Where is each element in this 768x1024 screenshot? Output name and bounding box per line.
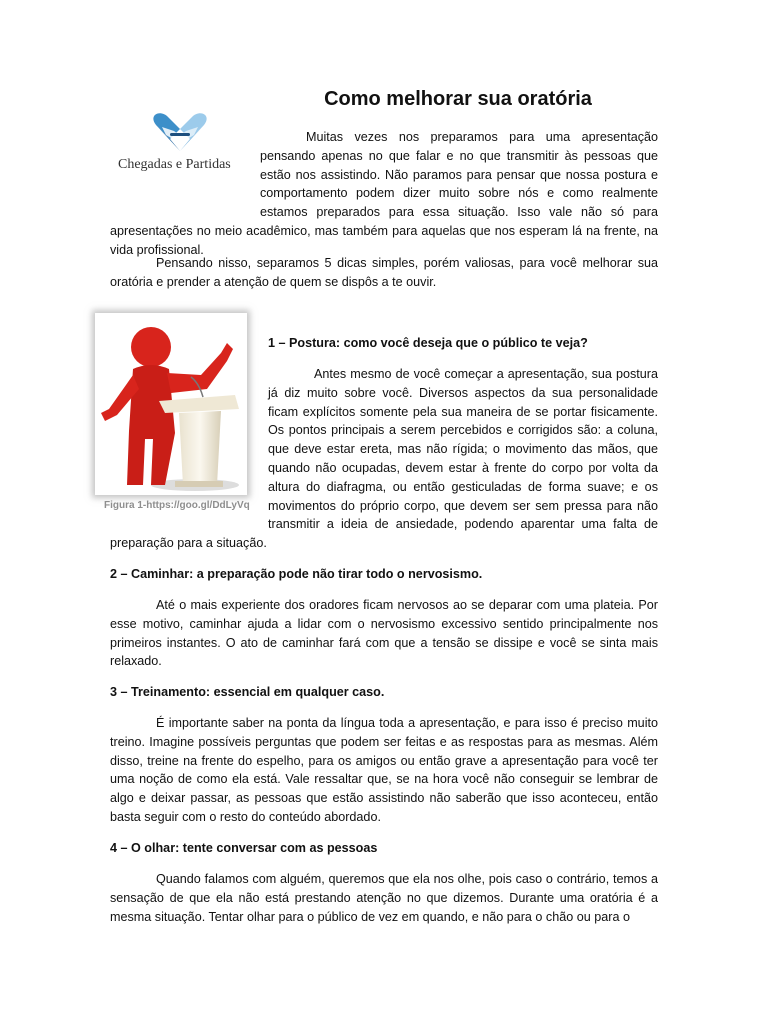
tip-3-paragraph: É importante saber na ponta da língua toda a apresentação, e para isso é preciso muito treino. Imagine possíveis perguntas que podem ser feitas e as respostas para as mesmas. Além disso, treine na frente do espelho, para os amigos ou então grave a apresentação para você ter uma noção de como ela está. Vale ressaltar que, se na hora você não conseguir se lembrar de algo e deixar passar, as pessoas que estão assistindo não saberão que isso aconteceu, então basta seguir com o resto do conteúdo abordado. [110, 716, 658, 824]
figure-caption: Figura 1-https://goo.gl/DdLyVq [104, 500, 250, 511]
tip-4-heading: 4 – O olhar: tente conversar com as pessoas [110, 841, 378, 855]
tip-3-heading: 3 – Treinamento: essencial em qualquer caso. [110, 685, 385, 699]
tip-1-paragraph: Antes mesmo de você começar a apresentação, sua postura já diz muito sobre você. Diversos aspectos da sua personalidade ficam explícitos somente pela sua maneira de se portar fisicamente. Os pontos principais a serem percebidos e corrigidos são: a coluna, que deve estar ereta, mas não rígida; o movimento das mãos, que quando não ocupadas, devem estar à frente do corpo por volta da altura do diafragma, ou então gesticuladas de forma suave; e os movimentos do próprio corpo, que devem ser sem pressa para não transmitir a ideia de ansiedade, podendo aparentar uma falta de preparação para a situação. [110, 367, 658, 551]
logo-text: Chegadas e Partidas [118, 157, 231, 172]
tip-2-heading: 2 – Caminhar: a preparação pode não tirar todo o nervosismo. [110, 567, 483, 581]
intro-paragraph-1: Muitas vezes nos preparamos para uma apresentação pensando apenas no que falar e no que transmitir às pessoas que estão nos assistindo. Não paramos para pensar que nossa postura e comportamento podem dizer muito sobre nós e como realmente estamos preparados para essa situação. Isso vale não só para apresentações no meio acadêmico, mas também para aquelas que nos esperam lá na frente, na vida profissional. [110, 130, 658, 257]
intro-paragraph-2: Pensando nisso, separamos 5 dicas simples, porém valiosas, para você melhorar sua oratória e prender a atenção de quem se dispôs a te ouvir. [110, 256, 658, 289]
page-title: Como melhorar sua oratória [324, 88, 592, 110]
tip-2-paragraph: Até o mais experiente dos oradores ficam nervosos ao se deparar com uma plateia. Por esse motivo, caminhar ajuda a lidar com o nervosismo excessivo sentido principalmente nos primeiros instantes. O ato de caminhar fará com que a tensão se dissipe e você se sinta mais relaxado. [110, 598, 658, 669]
tip-4-paragraph: Quando falamos com alguém, queremos que ela nos olhe, pois caso o contrário, temos a sensação de que ela não está prestando atenção no que dizemos. Durante uma oratória é a mesma situação. Tentar olhar para o público de vez em quando, e não para o chão ou para o [110, 872, 658, 924]
tip-1-heading: 1 – Postura: como você deseja que o público te veja? [268, 336, 588, 350]
